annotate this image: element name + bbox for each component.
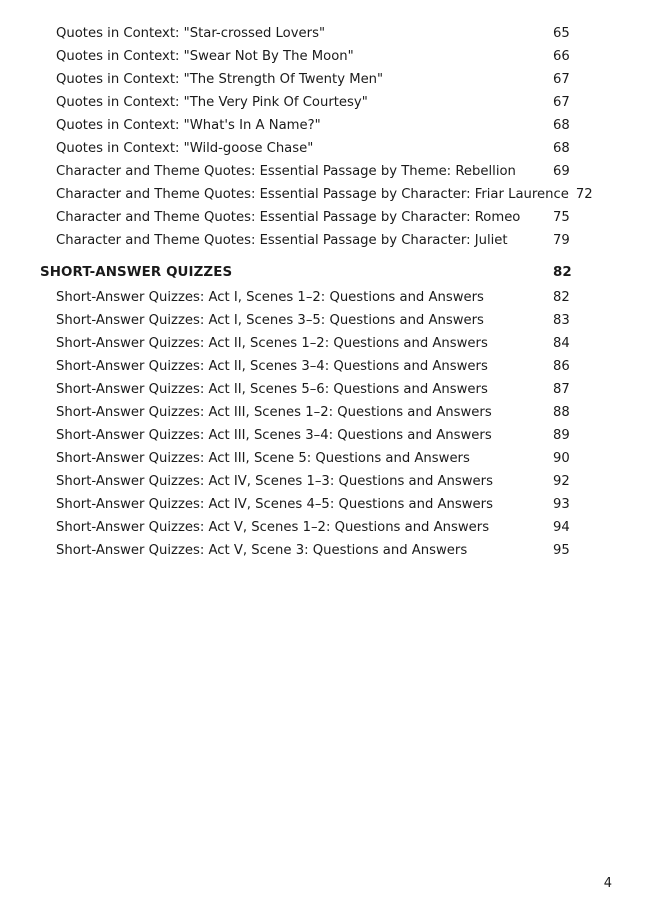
toc-entry-title: Character and Theme Quotes: Essential Passage by Theme: Rebellion xyxy=(56,164,516,179)
toc-entry[interactable] xyxy=(40,114,605,137)
toc-entry-title: Short-Answer Quizzes: Act III, Scenes 1–2: Questions and Answers xyxy=(56,405,492,420)
toc-entry-page-number: 69 xyxy=(553,164,570,179)
toc-entry[interactable] xyxy=(40,332,605,355)
toc-entry[interactable] xyxy=(40,424,605,447)
toc-entry[interactable] xyxy=(40,45,605,68)
toc-entry-page-number: 65 xyxy=(553,26,570,41)
toc-entry-page-number: 75 xyxy=(553,210,570,225)
toc-entry[interactable] xyxy=(40,91,605,114)
toc-entry-page-number: 82 xyxy=(553,265,572,280)
toc-entry[interactable] xyxy=(40,68,605,91)
toc-entry-title: Short-Answer Quizzes: Act V, Scene 3: Questions and Answers xyxy=(56,543,468,558)
toc-entry[interactable] xyxy=(40,206,605,229)
toc-entry-title: Quotes in Context: "Star-crossed Lovers" xyxy=(56,26,326,41)
toc-entry[interactable] xyxy=(40,378,605,401)
toc-entry-title: Short-Answer Quizzes: Act IV, Scenes 1–3: Questions and Answers xyxy=(56,474,493,489)
toc-entry-page-number: 84 xyxy=(553,336,570,351)
toc-entry[interactable] xyxy=(40,355,605,378)
toc-entry[interactable] xyxy=(40,183,605,206)
toc-entry[interactable] xyxy=(40,137,605,160)
toc-entry[interactable] xyxy=(40,470,605,493)
toc-entry-title: Character and Theme Quotes: Essential Passage by Character: Juliet xyxy=(56,233,508,248)
toc-entry-title: Short-Answer Quizzes: Act II, Scenes 5–6: Questions and Answers xyxy=(56,382,488,397)
toc-entry-page-number: 68 xyxy=(553,141,570,156)
toc-entry-page-number: 89 xyxy=(553,428,570,443)
toc-entry-title: Character and Theme Quotes: Essential Passage by Character: Romeo xyxy=(56,210,521,225)
toc-entry-title: Quotes in Context: "Wild-goose Chase" xyxy=(56,141,314,156)
toc-entry-title: SHORT-ANSWER QUIZZES xyxy=(40,265,233,280)
toc-entry-title: Short-Answer Quizzes: Act I, Scenes 1–2: Questions and Answers xyxy=(56,290,484,305)
toc-entry-title: Quotes in Context: "What's In A Name?" xyxy=(56,118,321,133)
table-of-contents-list xyxy=(40,22,605,562)
toc-section-heading[interactable] xyxy=(40,261,605,284)
toc-entry-page-number: 94 xyxy=(553,520,570,535)
toc-entry-title: Quotes in Context: "The Very Pink Of Courtesy" xyxy=(56,95,368,110)
toc-entry[interactable] xyxy=(40,493,605,516)
toc-entry[interactable] xyxy=(40,229,605,252)
toc-entry-page-number: 90 xyxy=(553,451,570,466)
toc-entry-page-number: 95 xyxy=(553,543,570,558)
toc-entry-page-number: 83 xyxy=(553,313,570,328)
toc-entry-title: Short-Answer Quizzes: Act III, Scenes 3–4: Questions and Answers xyxy=(56,428,492,443)
toc-entry[interactable] xyxy=(40,539,605,562)
toc-entry-page-number: 66 xyxy=(553,49,570,64)
toc-entry-page-number: 82 xyxy=(553,290,570,305)
toc-entry[interactable] xyxy=(40,447,605,470)
toc-entry[interactable] xyxy=(40,286,605,309)
toc-entry-page-number: 79 xyxy=(553,233,570,248)
toc-entry-page-number: 86 xyxy=(553,359,570,374)
toc-entry-title: Character and Theme Quotes: Essential Passage by Character: Friar Laurence xyxy=(56,187,569,202)
toc-entry-page-number: 72 xyxy=(575,187,593,202)
toc-entry-title: Short-Answer Quizzes: Act II, Scenes 1–2: Questions and Answers xyxy=(56,336,488,351)
toc-entry-title: Short-Answer Quizzes: Act II, Scenes 3–4: Questions and Answers xyxy=(56,359,488,374)
toc-entry-page-number: 92 xyxy=(553,474,570,489)
toc-entry-title: Short-Answer Quizzes: Act I, Scenes 3–5: Questions and Answers xyxy=(56,313,484,328)
toc-entry-page-number: 87 xyxy=(553,382,570,397)
toc-entry-title: Short-Answer Quizzes: Act III, Scene 5: Questions and Answers xyxy=(56,451,470,466)
toc-entry[interactable] xyxy=(40,160,605,183)
toc-entry[interactable] xyxy=(40,401,605,424)
toc-entry-page-number: 67 xyxy=(553,95,570,110)
toc-entry-title: Quotes in Context: "Swear Not By The Moon" xyxy=(56,49,354,64)
toc-entry[interactable] xyxy=(40,22,605,45)
toc-entry-page-number: 93 xyxy=(553,497,570,512)
toc-entry-page-number: 67 xyxy=(553,72,570,87)
toc-entry[interactable] xyxy=(40,309,605,332)
toc-entry-title: Quotes in Context: "The Strength Of Twenty Men" xyxy=(56,72,384,87)
toc-entry-page-number: 88 xyxy=(553,405,570,420)
toc-entry-page-number: 68 xyxy=(553,118,570,133)
toc-entry[interactable] xyxy=(40,516,605,539)
footer-page-number: 4 xyxy=(603,876,612,891)
toc-entry-title: Short-Answer Quizzes: Act V, Scenes 1–2: Questions and Answers xyxy=(56,520,490,535)
toc-entry-title: Short-Answer Quizzes: Act IV, Scenes 4–5: Questions and Answers xyxy=(56,497,493,512)
